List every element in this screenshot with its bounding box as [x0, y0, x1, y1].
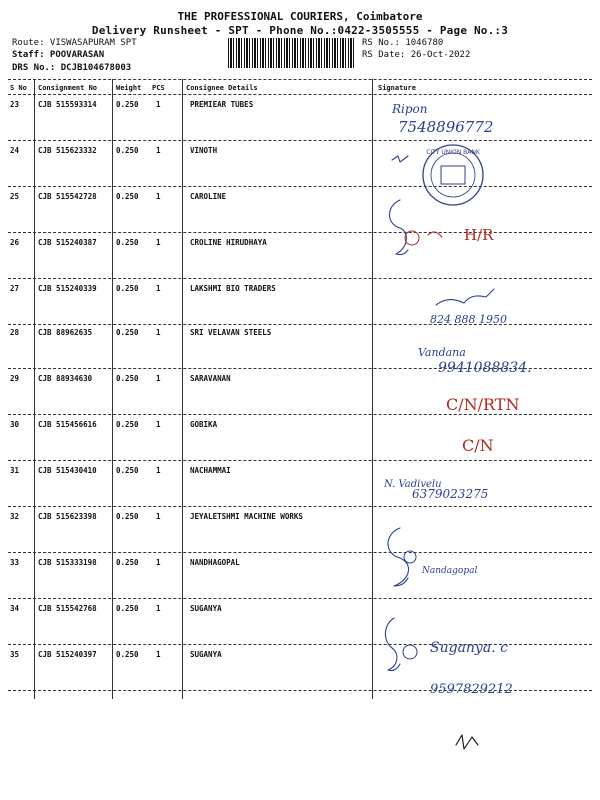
cell-name: CAROLINE	[190, 192, 227, 201]
drs-label: DRS No.: DCJB104678003	[12, 63, 132, 73]
cell-sno: 26	[10, 238, 20, 247]
cell-name: PREMIEAR TUBES	[190, 100, 254, 109]
cell-cons: CJB 88962635	[38, 328, 93, 337]
page-scribble	[456, 735, 478, 749]
cell-sno: 30	[10, 420, 20, 429]
handwritten-phone: 7548896772	[398, 118, 494, 136]
cell-name: CROLINE HIRUDHAYA	[190, 238, 267, 247]
signature-scribble	[385, 618, 400, 671]
cell-weight: 0.250	[116, 466, 139, 475]
signature-scribble	[436, 289, 494, 305]
route-label: Route: VISWASAPURAM SPT	[12, 38, 137, 48]
handwritten-phone: 6379023275	[412, 487, 489, 501]
cell-name: LAKSHMI BIO TRADERS	[190, 284, 276, 293]
col-header-pcs: PCS	[152, 84, 165, 92]
cell-weight: 0.250	[116, 420, 139, 429]
handwritten-note: H/R	[464, 226, 494, 244]
cell-pcs: 1	[156, 374, 161, 383]
cell-pcs: 1	[156, 146, 161, 155]
cell-weight: 0.250	[116, 604, 139, 613]
cell-weight: 0.250	[116, 650, 139, 659]
cell-name: SUGANYA	[190, 604, 222, 613]
cell-weight: 0.250	[116, 328, 139, 337]
handwritten-name: Vandana	[418, 346, 466, 359]
handwritten-note: C/N	[462, 436, 494, 455]
cell-weight: 0.250	[116, 284, 139, 293]
cell-name: GOBIKA	[190, 420, 218, 429]
cell-pcs: 1	[156, 604, 161, 613]
svg-text:CITY UNION BANK: CITY UNION BANK	[426, 149, 480, 156]
cell-pcs: 1	[156, 650, 161, 659]
handwritten-name: Nandagopal	[422, 566, 478, 576]
cell-weight: 0.250	[116, 512, 139, 521]
cell-sno: 24	[10, 146, 20, 155]
col-header-consignee: Consignee Details	[186, 84, 258, 92]
cell-cons: CJB 515430410	[38, 466, 97, 475]
cell-cons: CJB 515240387	[38, 238, 97, 247]
cell-name: SARAVANAN	[190, 374, 231, 383]
runsheet-title: THE PROFESSIONAL COURIERS, Coimbatore	[177, 10, 423, 23]
cell-sno: 23	[10, 100, 20, 109]
cell-name: JEYALETSHMI MACHINE WORKS	[190, 512, 303, 521]
cell-pcs: 1	[156, 512, 161, 521]
handwritten-name: N. Vadivelu	[384, 479, 442, 490]
col-header-sno: S No	[10, 84, 27, 92]
cell-pcs: 1	[156, 100, 161, 109]
cell-pcs: 1	[156, 420, 161, 429]
handwritten-name: Suganya. c	[430, 640, 508, 656]
cell-cons: CJB 88934630	[38, 374, 93, 383]
cell-weight: 0.250	[116, 100, 139, 109]
cell-sno: 25	[10, 192, 20, 201]
cell-sno: 35	[10, 650, 20, 659]
cell-cons: CJB 515240339	[38, 284, 97, 293]
cell-name: VINOTH	[190, 146, 218, 155]
cell-pcs: 1	[156, 558, 161, 567]
cell-cons: CJB 515456616	[38, 420, 97, 429]
bank-stamp	[423, 145, 483, 205]
cell-pcs: 1	[156, 328, 161, 337]
cell-cons: CJB 515542728	[38, 192, 97, 201]
cell-sno: 28	[10, 328, 20, 337]
handwritten-name: Ripon	[392, 102, 428, 116]
cell-name: SUGANYA	[190, 650, 222, 659]
cell-weight: 0.250	[116, 558, 139, 567]
col-header-consignment: Consignment No	[38, 84, 98, 92]
cell-name: NANDHAGOPAL	[190, 558, 240, 567]
handwritten-phone: 824 888 1950	[430, 313, 507, 326]
cell-sno: 33	[10, 558, 20, 567]
cell-sno: 32	[10, 512, 20, 521]
cell-sno: 31	[10, 466, 20, 475]
cell-weight: 0.250	[116, 192, 139, 201]
rs-date: RS Date: 26-Oct-2022	[362, 50, 471, 60]
cell-sno: 27	[10, 284, 20, 293]
col-header-signature: Signature	[378, 84, 416, 92]
cell-sno: 29	[10, 374, 20, 383]
cell-pcs: 1	[156, 238, 161, 247]
cell-cons: CJB 515623398	[38, 512, 97, 521]
cell-weight: 0.250	[116, 374, 139, 383]
staff-label: Staff: POOVARASAN	[12, 50, 105, 60]
cell-pcs: 1	[156, 192, 161, 201]
cell-cons: CJB 515593314	[38, 100, 97, 109]
cell-weight: 0.250	[116, 238, 139, 247]
signature-scribble	[390, 200, 409, 255]
handwritten-phone: 9597829212	[430, 682, 513, 697]
cell-cons: CJB 515623332	[38, 146, 97, 155]
cell-cons: CJB 515542768	[38, 604, 97, 613]
signature-scribble	[392, 156, 408, 162]
handwritten-phone: 9941088834.	[438, 360, 532, 376]
cell-cons: CJB 515333198	[38, 558, 97, 567]
col-header-weight: Weight	[116, 84, 142, 92]
signature-scribble	[388, 528, 409, 586]
cell-pcs: 1	[156, 284, 161, 293]
cell-sno: 34	[10, 604, 20, 613]
cell-name: SRI VELAVAN STEELS	[190, 328, 272, 337]
cell-name: NACHAMMAI	[190, 466, 231, 475]
cell-pcs: 1	[156, 466, 161, 475]
rs-number: RS No.: 1046780	[362, 38, 444, 48]
handwritten-note: C/N/RTN	[446, 395, 520, 414]
cell-cons: CJB 515240397	[38, 650, 97, 659]
cell-weight: 0.250	[116, 146, 139, 155]
runsheet-subtitle: Delivery Runsheet - SPT - Phone No.:0422-3505555 - Page No.:3	[91, 24, 509, 37]
